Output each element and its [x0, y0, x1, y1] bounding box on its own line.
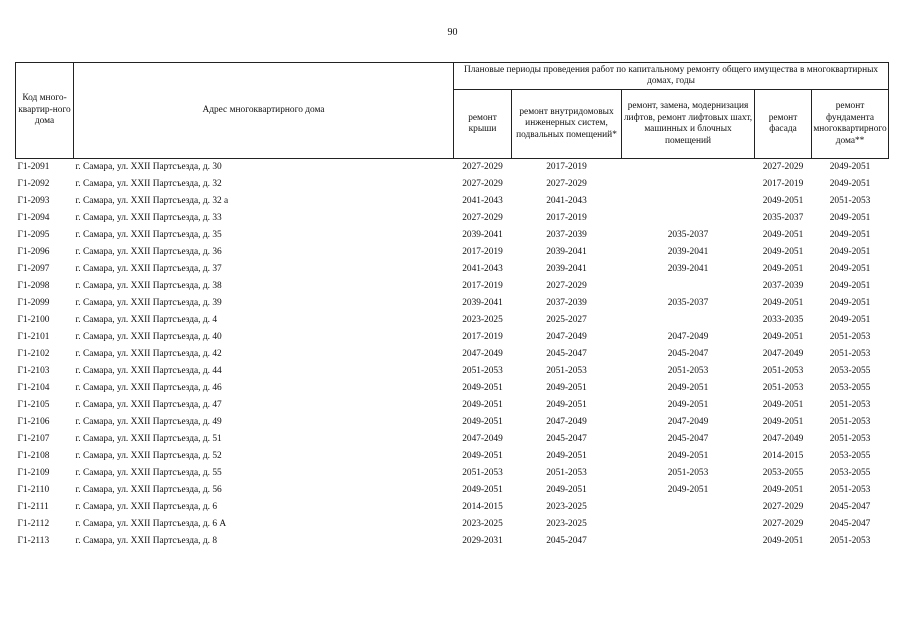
cell-address: г. Самара, ул. XXII Партсъезда, д. 33: [75, 213, 222, 223]
cell-engineering: 2039-2041: [546, 264, 587, 274]
cell-lifts: 2049-2051: [667, 451, 709, 461]
table-row: [16, 499, 889, 516]
cell-roof: 2017-2019: [462, 332, 503, 342]
cell-facade: 2051-2053: [762, 366, 804, 376]
cell-address: г. Самара, ул. XXII Партсъезда, д. 56: [75, 485, 222, 495]
cell-facade: 2049-2051: [762, 247, 804, 257]
header-lifts: ремонт, замена, модернизация лифтов, ремонт лифтовых шахт, машинных и блочных помещений: [622, 90, 755, 159]
table-row: [16, 431, 889, 448]
cell-foundation: 2049-2051: [829, 264, 871, 274]
cell-lifts: 2039-2041: [667, 264, 709, 274]
cell-code: Г1-2098: [17, 281, 50, 291]
cell-address: г. Самара, ул. XXII Партсъезда, д. 35: [75, 230, 222, 240]
cell-lifts: [622, 210, 755, 227]
cell-engineering: 2017-2019: [546, 213, 587, 223]
cell-engineering: 2049-2051: [546, 485, 587, 495]
cell-lifts: 2051-2053: [667, 468, 709, 478]
cell-address: г. Самара, ул. XXII Партсъезда, д. 47: [75, 400, 222, 410]
cell-facade: 2053-2055: [762, 468, 804, 478]
cell-facade: 2035-2037: [762, 213, 804, 223]
cell-address: г. Самара, ул. XXII Партсъезда, д. 52: [75, 451, 222, 461]
cell-engineering: 2049-2051: [546, 383, 587, 393]
cell-roof: 2047-2049: [462, 349, 503, 359]
cell-code: Г1-2094: [17, 213, 50, 223]
table-row: [16, 448, 889, 465]
cell-code: Г1-2103: [17, 366, 50, 376]
cell-roof: 2027-2029: [462, 179, 503, 189]
cell-address: г. Самара, ул. XXII Партсъезда, д. 36: [75, 247, 222, 257]
cell-roof: 2049-2051: [462, 400, 503, 410]
table-row: [16, 244, 889, 261]
cell-engineering: 2023-2025: [546, 502, 587, 512]
cell-lifts: [622, 516, 755, 533]
cell-engineering: 2017-2019: [512, 159, 622, 177]
table-row: [16, 346, 889, 363]
cell-roof: 2017-2019: [462, 281, 503, 291]
table-row: [16, 482, 889, 499]
table-row: [16, 278, 889, 295]
cell-code: Г1-2109: [17, 468, 50, 478]
cell-code: Г1-2100: [17, 315, 50, 325]
cell-code: Г1-2108: [17, 451, 50, 461]
table-row: [16, 312, 889, 329]
table-row: [16, 414, 889, 431]
cell-roof: 2014-2015: [462, 502, 503, 512]
cell-lifts: [622, 278, 755, 295]
header-engineering: ремонт внутридомовых инженерных систем, подвальных помещений*: [512, 90, 622, 159]
cell-facade: 2049-2051: [762, 536, 804, 546]
cell-foundation: 2049-2051: [829, 230, 871, 240]
table-row: [16, 380, 889, 397]
table-header: [16, 63, 889, 159]
cell-foundation: 2049-2051: [829, 179, 871, 189]
table-row: [16, 295, 889, 312]
cell-code: Г1-2107: [17, 434, 50, 444]
cell-code: Г1-2101: [17, 332, 50, 342]
header-code: Код много-квартир-ного дома: [16, 63, 74, 159]
cell-facade: 2051-2053: [762, 383, 804, 393]
cell-foundation: 2053-2055: [829, 451, 871, 461]
cell-engineering: 2023-2025: [546, 519, 587, 529]
cell-lifts: 2051-2053: [667, 366, 709, 376]
cell-roof: 2041-2043: [462, 264, 503, 274]
cell-lifts: 2045-2047: [667, 434, 709, 444]
cell-code: Г1-2104: [17, 383, 50, 393]
cell-roof: 2017-2019: [462, 247, 503, 257]
cell-address: г. Самара, ул. XXII Партсъезда, д. 55: [75, 468, 222, 478]
cell-engineering: 2041-2043: [546, 196, 587, 206]
cell-facade: 2047-2049: [762, 349, 804, 359]
cell-lifts: 2035-2037: [667, 230, 709, 240]
cell-roof: 2023-2025: [462, 519, 503, 529]
cell-foundation: 2051-2053: [829, 400, 871, 410]
cell-engineering: 2039-2041: [546, 247, 587, 257]
cell-engineering: 2049-2051: [546, 451, 587, 461]
cell-foundation: 2051-2053: [829, 485, 871, 495]
table-row: [16, 397, 889, 414]
cell-code: Г1-2102: [17, 349, 50, 359]
cell-code: Г1-2096: [17, 247, 50, 257]
cell-facade: 2037-2039: [762, 281, 804, 291]
cell-code: Г1-2097: [17, 264, 50, 274]
cell-engineering: 2045-2047: [546, 434, 587, 444]
cell-address: г. Самара, ул. XXII Партсъезда, д. 8: [75, 536, 218, 546]
cell-engineering: 2045-2047: [546, 536, 587, 546]
cell-address: г. Самара, ул. XXII Партсъезда, д. 38: [75, 281, 222, 291]
cell-code: Г1-2111: [17, 502, 49, 512]
cell-foundation: 2053-2055: [829, 383, 871, 393]
cell-engineering: 2047-2049: [546, 332, 587, 342]
cell-facade: 2014-2015: [762, 451, 804, 461]
cell-code: Г1-2106: [17, 417, 50, 427]
cell-engineering: 2037-2039: [546, 298, 587, 308]
cell-foundation: 2051-2053: [829, 332, 871, 342]
cell-foundation: 2049-2051: [829, 213, 871, 223]
table-row: [16, 176, 889, 193]
capital-repair-table: [15, 62, 889, 550]
cell-foundation: 2051-2053: [829, 417, 871, 427]
header-foundation: ремонт фундамента многоквартирного дома**: [812, 90, 889, 159]
cell-code: Г1-2093: [17, 196, 50, 206]
cell-facade: 2049-2051: [762, 400, 804, 410]
cell-address: г. Самара, ул. XXII Партсъезда, д. 44: [75, 366, 222, 376]
cell-engineering: 2051-2053: [546, 366, 587, 376]
cell-roof: 2023-2025: [462, 315, 503, 325]
cell-engineering: 2049-2051: [546, 400, 587, 410]
cell-foundation: 2049-2051: [829, 247, 871, 257]
cell-lifts: 2049-2051: [667, 485, 709, 495]
cell-code: Г1-2092: [17, 179, 50, 189]
cell-lifts: [622, 193, 755, 210]
table-row: [16, 363, 889, 380]
cell-engineering: 2027-2029: [546, 179, 587, 189]
cell-foundation: 2049-2051: [812, 159, 889, 177]
cell-facade: 2027-2029: [762, 502, 804, 512]
cell-facade: 2049-2051: [762, 485, 804, 495]
cell-address: г. Самара, ул. XXII Партсъезда, д. 42: [75, 349, 222, 359]
cell-code: Г1-2105: [17, 400, 50, 410]
cell-roof: 2049-2051: [462, 451, 503, 461]
cell-roof: 2049-2051: [462, 485, 503, 495]
cell-facade: 2017-2019: [762, 179, 804, 189]
cell-foundation: 2051-2053: [829, 434, 871, 444]
cell-code: Г1-2110: [17, 485, 50, 495]
cell-facade: 2049-2051: [762, 264, 804, 274]
cell-address: г. Самара, ул. XXII Партсъезда, д. 4: [75, 315, 218, 325]
table-body: [16, 159, 889, 551]
cell-lifts: [622, 533, 755, 550]
table-row: [16, 159, 889, 177]
table-row: [16, 533, 889, 550]
cell-lifts: 2035-2037: [667, 298, 709, 308]
header-roof: ремонт крыши: [454, 90, 512, 159]
table-row: [16, 329, 889, 346]
cell-lifts: 2049-2051: [667, 383, 709, 393]
cell-foundation: 2053-2055: [829, 468, 871, 478]
table-row: [16, 465, 889, 482]
cell-engineering: 2047-2049: [546, 417, 587, 427]
cell-lifts: 2045-2047: [667, 349, 709, 359]
cell-foundation: 2045-2047: [829, 519, 871, 529]
cell-foundation: 2051-2053: [829, 196, 871, 206]
cell-address: г. Самара, ул. XXII Партсъезда, д. 6 А: [75, 519, 227, 529]
cell-roof: 2041-2043: [462, 196, 503, 206]
cell-lifts: 2047-2049: [667, 332, 709, 342]
cell-foundation: 2049-2051: [829, 281, 871, 291]
cell-lifts: [622, 312, 755, 329]
cell-facade: 2027-2029: [755, 159, 812, 177]
cell-code: Г1-2099: [17, 298, 50, 308]
cell-roof: 2051-2053: [462, 468, 503, 478]
cell-lifts: 2039-2041: [667, 247, 709, 257]
header-planned-periods: Плановые периоды проведения работ по капитальному ремонту общего имущества в многоквартирных домах, годы: [454, 63, 889, 90]
cell-address: г. Самара, ул. XXII Партсъезда, д. 32: [75, 179, 222, 189]
cell-roof: 2029-2031: [462, 536, 503, 546]
table-row: [16, 210, 889, 227]
header-address: Адрес многоквартирного дома: [74, 63, 454, 159]
cell-lifts: [622, 499, 755, 516]
cell-lifts: [622, 176, 755, 193]
cell-address: г. Самара, ул. XXII Партсъезда, д. 40: [75, 332, 222, 342]
cell-engineering: 2027-2029: [546, 281, 587, 291]
cell-address: г. Самара, ул. XXII Партсъезда, д. 39: [75, 298, 222, 308]
cell-lifts: [622, 159, 755, 177]
cell-lifts: 2049-2051: [667, 400, 709, 410]
cell-facade: 2033-2035: [762, 315, 804, 325]
table-row: [16, 227, 889, 244]
cell-roof: 2051-2053: [462, 366, 503, 376]
page-number: 90: [447, 27, 458, 38]
cell-engineering: 2037-2039: [546, 230, 587, 240]
cell-code: Г1-2091: [16, 159, 74, 177]
cell-foundation: 2051-2053: [829, 536, 871, 546]
cell-roof: 2039-2041: [462, 298, 503, 308]
cell-roof: 2049-2051: [462, 383, 503, 393]
cell-facade: 2049-2051: [762, 196, 804, 206]
cell-foundation: 2049-2051: [829, 298, 871, 308]
cell-foundation: 2051-2053: [829, 349, 871, 359]
cell-address: г. Самара, ул. XXII Партсъезда, д. 32 а: [75, 196, 229, 206]
cell-facade: 2047-2049: [762, 434, 804, 444]
cell-address: г. Самара, ул. XXII Партсъезда, д. 49: [75, 417, 222, 427]
cell-foundation: 2053-2055: [829, 366, 871, 376]
cell-foundation: 2049-2051: [829, 315, 871, 325]
cell-facade: 2049-2051: [762, 332, 804, 342]
cell-lifts: 2047-2049: [667, 417, 709, 427]
cell-roof: 2039-2041: [462, 230, 503, 240]
cell-address: г. Самара, ул. XXII Партсъезда, д. 6: [75, 502, 218, 512]
cell-facade: 2027-2029: [762, 519, 804, 529]
cell-address: г. Самара, ул. XXII Партсъезда, д. 30: [74, 159, 454, 177]
cell-address: г. Самара, ул. XXII Партсъезда, д. 51: [75, 434, 222, 444]
table-row: [16, 516, 889, 533]
table-row: [16, 193, 889, 210]
header-facade: ремонт фасада: [755, 90, 812, 159]
cell-address: г. Самара, ул. XXII Партсъезда, д. 46: [75, 383, 222, 393]
cell-engineering: 2025-2027: [546, 315, 587, 325]
table-row: [16, 261, 889, 278]
cell-engineering: 2051-2053: [546, 468, 587, 478]
cell-address: г. Самара, ул. XXII Партсъезда, д. 37: [75, 264, 222, 274]
cell-code: Г1-2113: [17, 536, 50, 546]
cell-facade: 2049-2051: [762, 298, 804, 308]
cell-facade: 2049-2051: [762, 417, 804, 427]
cell-engineering: 2045-2047: [546, 349, 587, 359]
cell-roof: 2027-2029: [462, 213, 503, 223]
cell-facade: 2049-2051: [762, 230, 804, 240]
cell-code: Г1-2112: [17, 519, 50, 529]
cell-roof: 2027-2029: [454, 159, 512, 177]
cell-roof: 2049-2051: [462, 417, 503, 427]
cell-code: Г1-2095: [17, 230, 50, 240]
cell-roof: 2047-2049: [462, 434, 503, 444]
cell-foundation: 2045-2047: [829, 502, 871, 512]
